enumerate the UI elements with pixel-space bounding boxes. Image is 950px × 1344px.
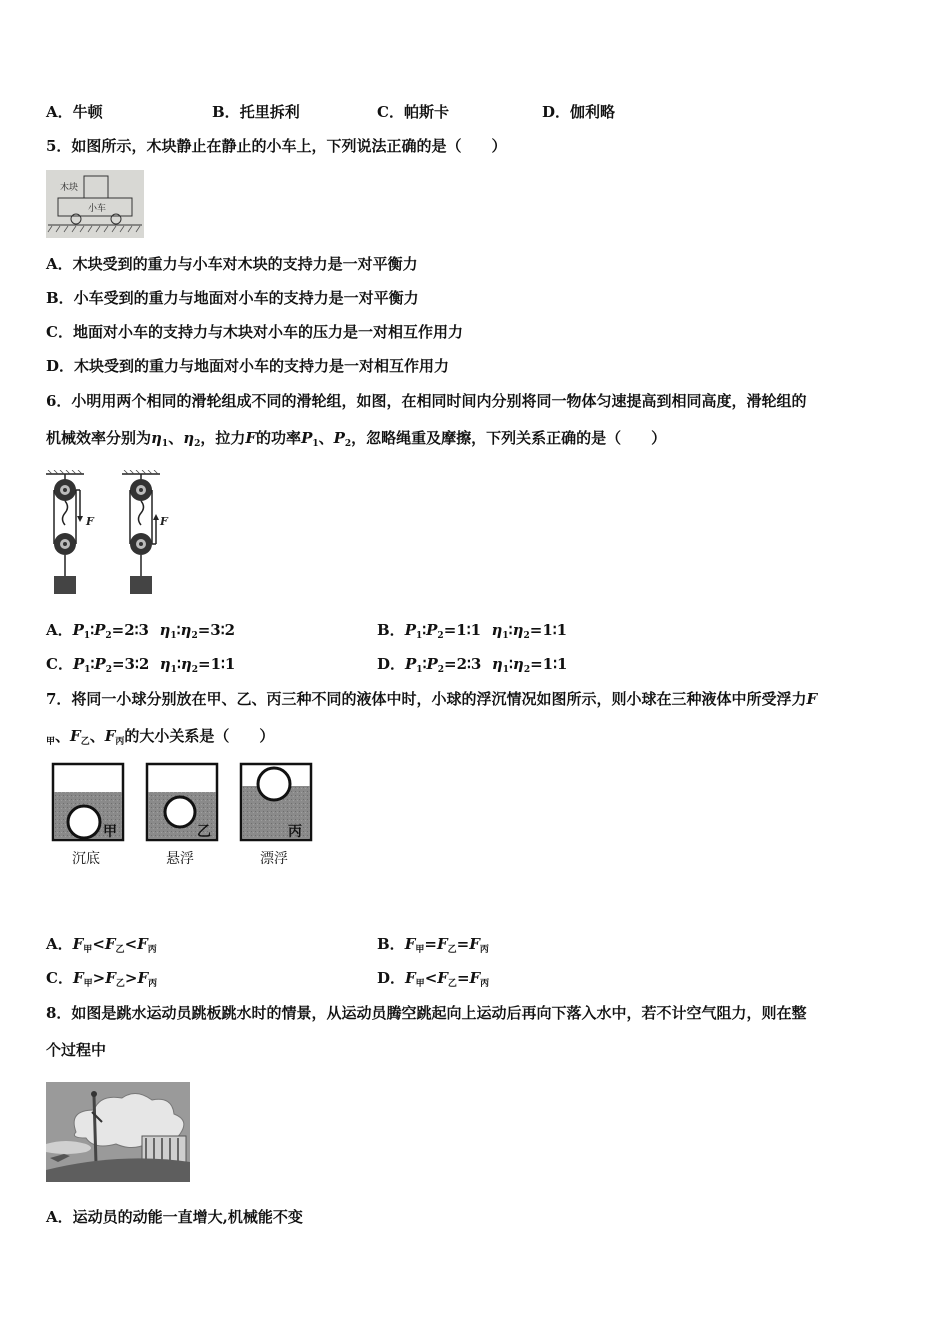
q7-option-c: C．$F_甲>F_乙>F_丙$	[46, 969, 158, 989]
caption-suspend: 悬浮	[166, 851, 194, 867]
q8-option-a: A．运动员的动能一直增大,机械能不变	[46, 1208, 303, 1226]
q7-option-a: A．$F_甲<F_乙<F_丙$	[46, 935, 157, 955]
pulley-systems-figure	[44, 470, 174, 598]
diver-photo-figure	[46, 1082, 190, 1182]
q4-option-b: B．托里拆利	[212, 103, 300, 121]
q6-option-a: A．$P_1∶P_2=2∶3$ $\eta_1∶\eta_2=3∶2$	[46, 621, 236, 641]
q4-option-a: A．牛顿	[46, 103, 103, 121]
q6-option-c: C．$P_1∶P_2=3∶2$ $\eta_1∶\eta_2=1∶1$	[46, 655, 236, 675]
q6-option-d: D．$P_1∶P_2=2∶3$ $\eta_1∶\eta_2=1∶1$	[377, 655, 568, 675]
buoyancy-containers-figure	[50, 762, 316, 870]
q6-stem-line2: 机械效率分别为$\eta_1$、$\eta_2$，拉力F的功率$P_1$、$P_2$，忽略绳重及摩擦，下列关系正确的是（ ）	[46, 429, 667, 449]
q5-option-a: A．木块受到的重力与小车对木块的支持力是一对平衡力	[46, 255, 418, 273]
q5-option-b: B．小车受到的重力与地面对小车的支持力是一对平衡力	[46, 289, 419, 307]
q5-option-c: C．地面对小车的支持力与木块对小车的压力是一对相互作用力	[46, 323, 463, 341]
q7-option-d: D．$F_甲<F_乙=F_丙$	[377, 969, 490, 989]
q8-stem-line1: 8．如图是跳水运动员跳板跳水时的情景，从运动员腾空跳起向上运动后再向下落入水中，若不计空气阻力，则在整	[46, 1004, 807, 1022]
caption-sink: 沉底	[72, 851, 100, 867]
q4-option-c: C．帕斯卡	[377, 103, 449, 121]
cart-label: 小车	[88, 204, 107, 214]
q7-stem-line1: 7．将同一小球分别放在甲、乙、丙三种不同的液体中时，小球的浮沉情况如图所示，则小球在三种液体中所受浮力F	[46, 690, 818, 708]
caption-float: 漂浮	[260, 851, 288, 867]
container-tag-jia: 甲	[103, 824, 117, 840]
block-on-cart-figure	[46, 170, 144, 238]
container-tag-bing: 丙	[288, 824, 302, 840]
force-label-left: F	[86, 515, 94, 528]
block-label: 木块	[60, 183, 79, 193]
q7-option-b: B．$F_甲=F_乙=F_丙$	[377, 935, 489, 955]
force-label-right: F	[160, 515, 168, 528]
q8-stem-line2: 个过程中	[46, 1041, 107, 1059]
q7-stem-line2: $_甲$、$F_乙$、$F_丙$的大小关系是（ ）	[46, 727, 275, 747]
q6-option-b: B．$P_1∶P_2=1∶1$ $\eta_1∶\eta_2=1∶1$	[377, 621, 568, 641]
q5-stem: 5．如图所示，木块静止在静止的小车上，下列说法正确的是（ ）	[46, 137, 507, 155]
q5-option-d: D．木块受到的重力与地面对小车的支持力是一对相互作用力	[46, 357, 450, 375]
q4-option-d: D．伽利略	[542, 103, 616, 121]
container-tag-yi: 乙	[197, 824, 211, 840]
q6-stem-line1: 6．小明用两个相同的滑轮组成不同的滑轮组，如图，在相同时间内分别将同一物体匀速提高到相同高度，滑轮组的	[46, 392, 807, 410]
